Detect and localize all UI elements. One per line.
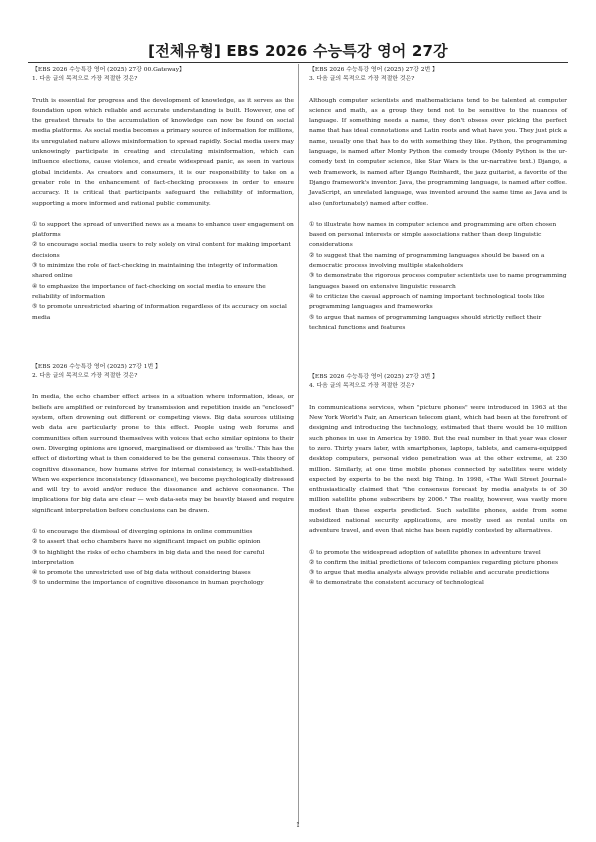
page-number: 1 <box>296 822 300 829</box>
option-5: ⑤ to argue that names of programming languages should strictly reflect their technical functions and features <box>309 314 542 331</box>
title-rule <box>28 62 568 63</box>
answer-options <box>309 548 567 589</box>
option-3: ③ to highlight the risks of echo chambers in big data and the need for careful interpretation <box>32 549 265 566</box>
option-5: ⑤ to promote unrestricted sharing of information regardless of its accuracy on social media <box>32 304 287 321</box>
question-prompt: 3. 다음 글의 목적으로 가장 적절한 것은? <box>309 75 415 82</box>
option-1: ① to illustrate how names in computer science and programming are often chosen based on personal interests or simple associations rather than deep linguistic considerations <box>309 221 557 249</box>
answer-options <box>32 527 294 589</box>
option-2: ② to confirm the initial predictions of telecom companies regarding picture phones <box>309 559 558 566</box>
left-column <box>32 66 294 589</box>
question-source: 【EBS 2026 수능특강 영어 (2025) 27강 1번 】 <box>32 363 161 370</box>
option-3: ③ to demonstrate the rigorous process computer scientists use to name programming languages based on extensive linguistic research <box>309 273 567 290</box>
question-source: 【EBS 2026 수능특강 영어 (2025) 27강 3번 】 <box>309 374 438 381</box>
question-3 <box>309 66 567 333</box>
option-2: ② to assert that echo chambers have no significant impact on public opinion <box>32 539 261 546</box>
option-4: ④ to criticize the casual approach of naming important technological tools like programming languages and frameworks <box>309 293 545 311</box>
passage: In communications services, when "picture phones" were introduced in 1963 at the New York World's Fair, an American telecom giant, which had been at the forefront of designing and introducing the technology, estimated that there would be 10 million such phones in use in America by 1980. But the real number in that year was closer to zero. Thirty years later, with smartphones, laptops, tablets, and camera-equipped desktop computers, personal video penetration was at the other extreme, at 230 million. Similarly, at one time mobile phones connected by satellites were widely expected by experts to be the next big Thing. In 1998, «The Wall Street Journal» enthusiastically claimed that "the consensus forecast by media analysts is of 30 million satellite phone subscribers by 2006." The reality, however, was vastly more modest than these experts predicted. Such satellite phones, aside from some subsidized national security applications, are mostly used as rental units on adventure travel, and even that niche has been rapidly contested by alternatives. <box>309 404 567 535</box>
option-4: ④ to promote the unrestricted use of big data without considering biases <box>32 570 251 577</box>
option-4: ④ to emphasize the importance of fact-checking on social media to ensure the reliability of information <box>32 283 266 300</box>
question-source: 【EBS 2026 수능특강 영어 (2025) 27강 2번 】 <box>309 67 438 73</box>
question-2 <box>32 363 294 589</box>
option-5: ⑤ to undermine the importance of cognitive dissonance in human psychology <box>32 580 264 587</box>
option-3: ③ to minimize the role of fact-checking in maintaining the integrity of information shared online <box>32 263 278 280</box>
question-prompt: 4. 다음 글의 목적으로 가장 적절한 것은? <box>309 382 415 389</box>
column-divider <box>298 64 299 824</box>
passage: Although computer scientists and mathematicians tend to be talented at computer science and math, as a group they tend not to be sensitive to the nuances of language. If something needs a name, they don't obsess over picking the perfect name that has ideal connotations and Latin roots and what have you. They just pick a name, usually one that has to do with something they like. Python, the programming language, is named after Monty Python the comedy troupe (Monty Python is the ur-comedy text in computer science, like Star Wars is the ur-narrative text.) Django, a web framework, is named after Django Reinhardt, the jazz guitarist, a favorite of the Django framework's inventor. Java, the programming language, is named after coffee. JavaScript, an unrelated language, was invented around the same time as Java and is also (unfortunately) named after coffee. <box>309 97 567 207</box>
option-3: ③ to argue that media analysts always provide reliable and accurate predictions <box>309 570 550 577</box>
question-source: 【EBS 2026 수능특강 영어 (2025) 27강 00.Gateway】 <box>32 67 185 73</box>
question-gap <box>309 333 567 373</box>
answer-options <box>309 220 567 333</box>
question-4 <box>309 373 567 589</box>
answer-options <box>32 220 294 323</box>
option-1: ① to encourage the dismissal of diverging opinions in online communities <box>32 528 253 535</box>
option-1: ① to support the spread of unverified news as a means to enhance user engagement on platforms <box>32 221 294 239</box>
option-2: ② to encourage social media users to rely solely on viral content for making important decisions <box>32 242 291 259</box>
option-1: ① to promote the widespread adoption of satellite phones in adventure travel <box>309 549 541 556</box>
option-4: ④ to demonstrate the consistent accuracy of technological <box>309 580 484 587</box>
passage: In media, the echo chamber effect arises in a situation where information, ideas, or beliefs are amplified or reinforced by transmission and repetition inside an "enclosed" system, often drowning out different or competing views. Big data sources utilising web data are particularly prone to this effect. People using web forums and communities often surround themselves with voices that echo similar opinions to their own. Diverging opinions are ignored, marginalised or dismissed as 'trolls.' This has the effect of distorting what is then considered to be the general consensus. This theory of cognitive dissonance, how humans strive for internal consistency, is well-established. When we experience inconsistency (dissonance), we become psychologically distressed and will try to avoid and/or reduce the dissonance and achieve consonance. The implications for big data are clear — web data-sets may be heavily biased and require significant interpretation before conclusions can be drawn. <box>32 394 294 514</box>
question-prompt: 1. 다음 글의 목적으로 가장 적절한 것은? <box>32 75 138 82</box>
passage: Truth is essential for progress and the development of knowledge, as it serves as the foundation upon which reliable and accurate understanding is built. However, one of the greatest threats to the accumulation of knowledge can now be found on social media platforms. As social media becomes a primary source of information for millions, its unregulated nature allows misinformation to spread rapidly. Social media users may unknowingly participate in creating and circulating misinformation, which can influence elections, cause violence, and create widespread panic, as seen in various global incidents. As creators and consumers, it is our responsibility to take on a greater role in the enhancement of fact-checking processes in order to ensure accuracy. It is critical that participants safeguard the reliability of information, supporting a more informed and rational public community. <box>32 97 294 207</box>
question-prompt: 2. 다음 글의 목적으로 가장 적절한 것은? <box>32 372 138 379</box>
question-gap <box>32 323 294 363</box>
page-title: [전체유형] EBS 2026 수능특강 영어 27강 <box>148 42 448 60</box>
right-column <box>309 66 567 589</box>
question-1 <box>32 66 294 323</box>
option-2: ② to suggest that the naming of programming languages should be based on a democratic process involving multiple stakeholders <box>309 252 545 270</box>
